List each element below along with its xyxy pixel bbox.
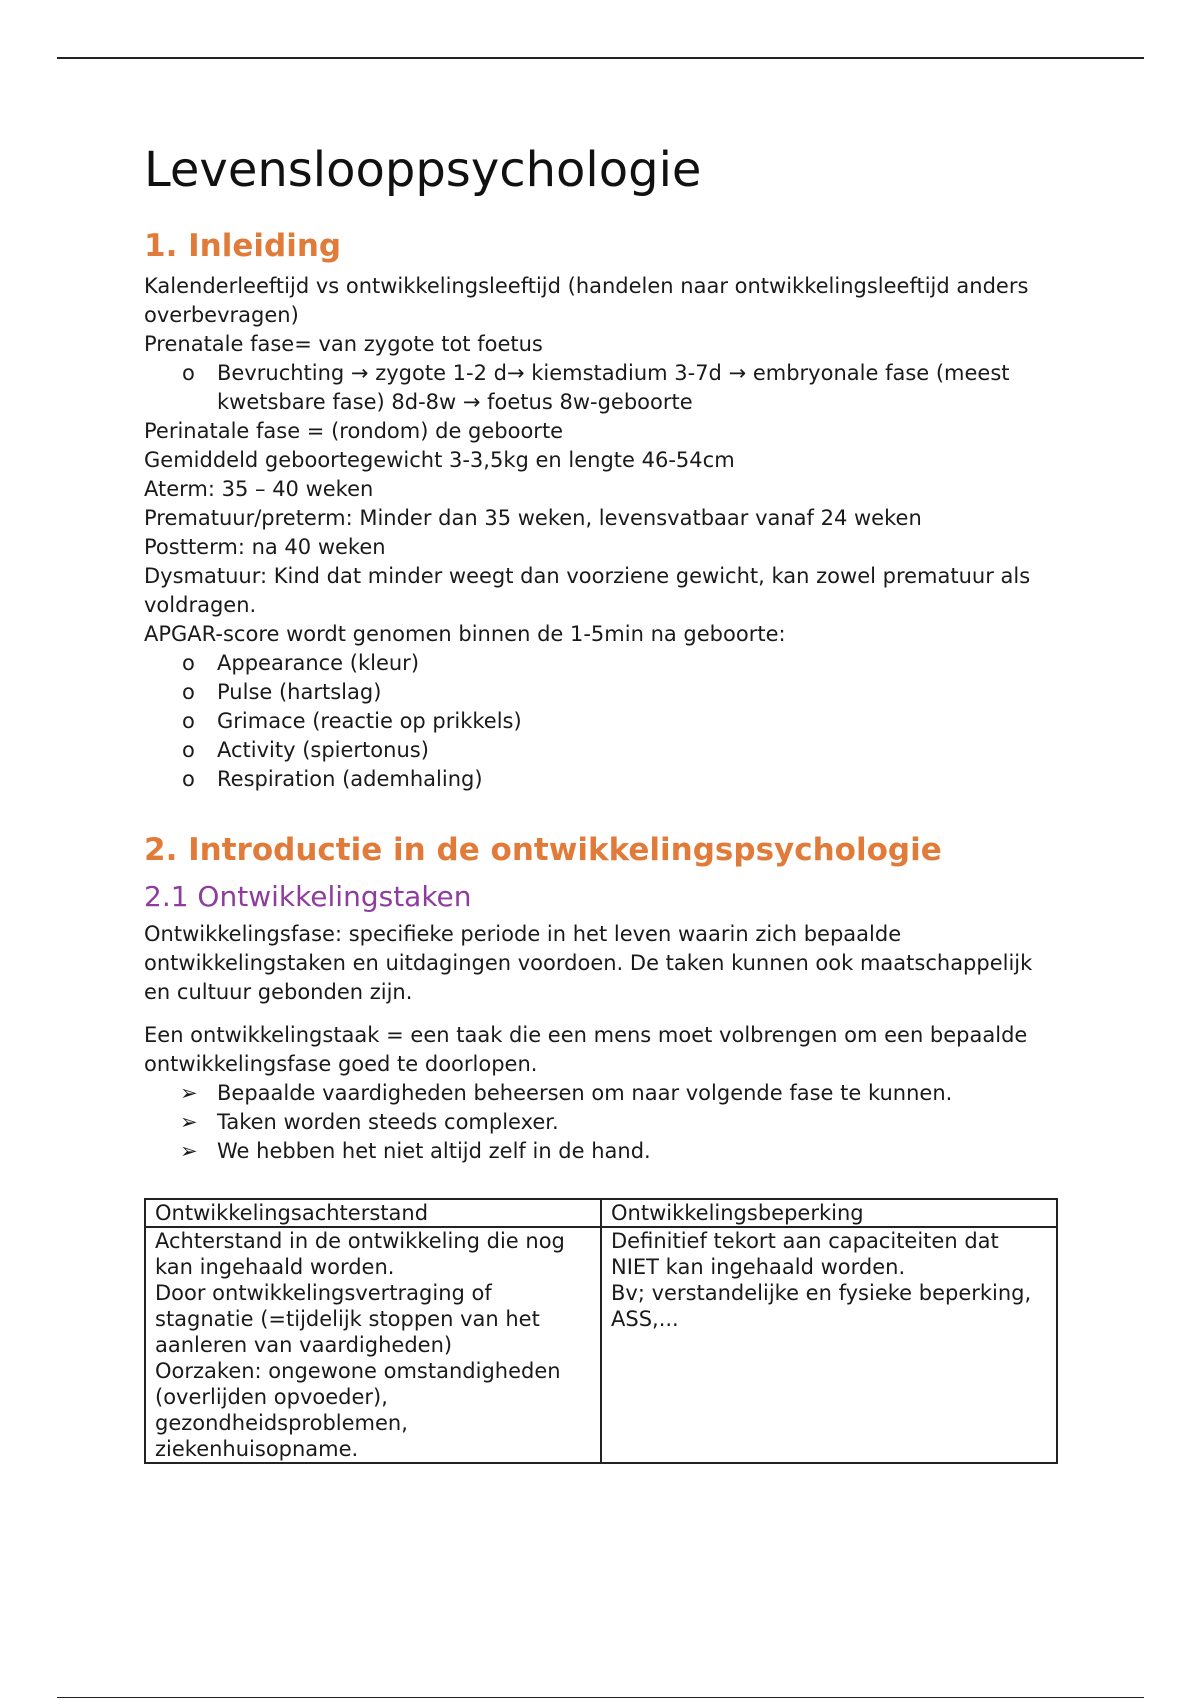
document-page xyxy=(144,140,1064,1464)
paragraph-ontwikkelingstaak: Een ontwikkelingstaak = een taak die een mens moet volbrengen om een bepaalde ontwikkelingsfase goed te doorlopen. xyxy=(144,1023,1028,1076)
list-item-text: Bevruchting → zygote 1-2 d→ kiemstadium 3-7d → embryonale fase (meest kwetsbare fase) 8d-8w → foetus 8w-geboorte xyxy=(217,361,1010,414)
list-item-text: Taken worden steeds complexer. xyxy=(217,1110,559,1134)
list-item-text: Pulse (hartslag) xyxy=(217,680,382,704)
document-title: Levenslooppsychologie xyxy=(144,142,702,198)
line-geboortegewicht: Gemiddeld geboortegewicht 3-3,5kg en lengte 46-54cm xyxy=(144,448,735,472)
line-aterm: Aterm: 35 – 40 weken xyxy=(144,477,374,501)
list-item xyxy=(144,1137,1064,1166)
section-heading-introductie: 2. Introductie in de ontwikkelingspsychologie xyxy=(144,832,942,868)
footer-rule xyxy=(57,1697,1144,1698)
arrow-list xyxy=(144,1079,1064,1166)
comparison-table xyxy=(144,1198,1058,1464)
bullet-icon: o xyxy=(182,767,195,791)
table-header-cell: Ontwikkelingsachterstand xyxy=(145,1199,601,1227)
section-heading-inleiding: 1. Inleiding xyxy=(144,228,342,264)
line-postterm: Postterm: na 40 weken xyxy=(144,535,386,559)
subsection-heading-ontwikkelingstaken: 2.1 Ontwikkelingstaken xyxy=(144,880,472,913)
table-row xyxy=(145,1227,1057,1463)
bullet-icon: o xyxy=(182,680,195,704)
bullet-icon: o xyxy=(182,361,195,385)
arrow-bullet-icon: ➢ xyxy=(180,1110,198,1134)
paragraph-ontwikkelingsfase: Ontwikkelingsfase: specifieke periode in het leven waarin zich bepaalde ontwikkelingstaken en uitdagingen voordoen. De taken kunnen ook maatschappelijk en cultuur gebonden zijn. xyxy=(144,922,1033,1004)
table-cell-achterstand: Achterstand in de ontwikkeling die nog kan ingehaald worden. Door ontwikkelingsvertraging of stagnatie (=tijdelijk stoppen van het aanleren van vaardigheden) Oorzaken: ongewone omstandigheden (overlijden opvoeder), gezondheidsproblemen, ziekenhuisopname. xyxy=(145,1227,601,1463)
bullet-icon: o xyxy=(182,709,195,733)
list-item xyxy=(144,678,1064,707)
list-item xyxy=(144,765,1064,794)
table-header-cell: Ontwikkelingsbeperking xyxy=(601,1199,1057,1227)
list-item xyxy=(144,707,1064,736)
table-cell-beperking: Definitief tekort aan capaciteiten dat NIET kan ingehaald worden. Bv; verstandelijke en fysieke beperking, ASS,... xyxy=(601,1227,1057,1463)
list-item-text: Bepaalde vaardigheden beheersen om naar volgende fase te kunnen. xyxy=(217,1081,953,1105)
line-prematuur: Prematuur/preterm: Minder dan 35 weken, levensvatbaar vanaf 24 weken xyxy=(144,506,922,530)
list-item xyxy=(144,736,1064,765)
bullet-icon: o xyxy=(182,651,195,675)
paragraph-kalenderleeftijd: Kalenderleeftijd vs ontwikkelingsleeftijd (handelen naar ontwikkelingsleeftijd anders overbevragen) xyxy=(144,274,1029,327)
list-item-text: We hebben het niet altijd zelf in de hand. xyxy=(217,1139,651,1163)
line-dysmatuur: Dysmatuur: Kind dat minder weegt dan voorziene gewicht, kan zowel prematuur als voldragen. xyxy=(144,564,1031,617)
line-perinatale: Perinatale fase = (rondom) de geboorte xyxy=(144,419,564,443)
list-item xyxy=(144,1108,1064,1137)
prenatal-sublist xyxy=(144,359,1064,417)
line-apgar: APGAR-score wordt genomen binnen de 1-5min na geboorte: xyxy=(144,622,786,646)
header-rule xyxy=(57,57,1144,59)
list-item-text: Activity (spiertonus) xyxy=(217,738,429,762)
list-item xyxy=(144,1079,1064,1108)
bullet-icon: o xyxy=(182,738,195,762)
list-item xyxy=(144,359,1064,417)
arrow-bullet-icon: ➢ xyxy=(180,1139,198,1163)
apgar-list xyxy=(144,649,1064,794)
list-item-text: Respiration (ademhaling) xyxy=(217,767,483,791)
list-item xyxy=(144,649,1064,678)
paragraph-prenatale-fase: Prenatale fase= van zygote tot foetus xyxy=(144,332,543,356)
list-item-text: Grimace (reactie op prikkels) xyxy=(217,709,522,733)
list-item-text: Appearance (kleur) xyxy=(217,651,420,675)
table-header-row xyxy=(145,1199,1057,1227)
arrow-bullet-icon: ➢ xyxy=(180,1081,198,1105)
